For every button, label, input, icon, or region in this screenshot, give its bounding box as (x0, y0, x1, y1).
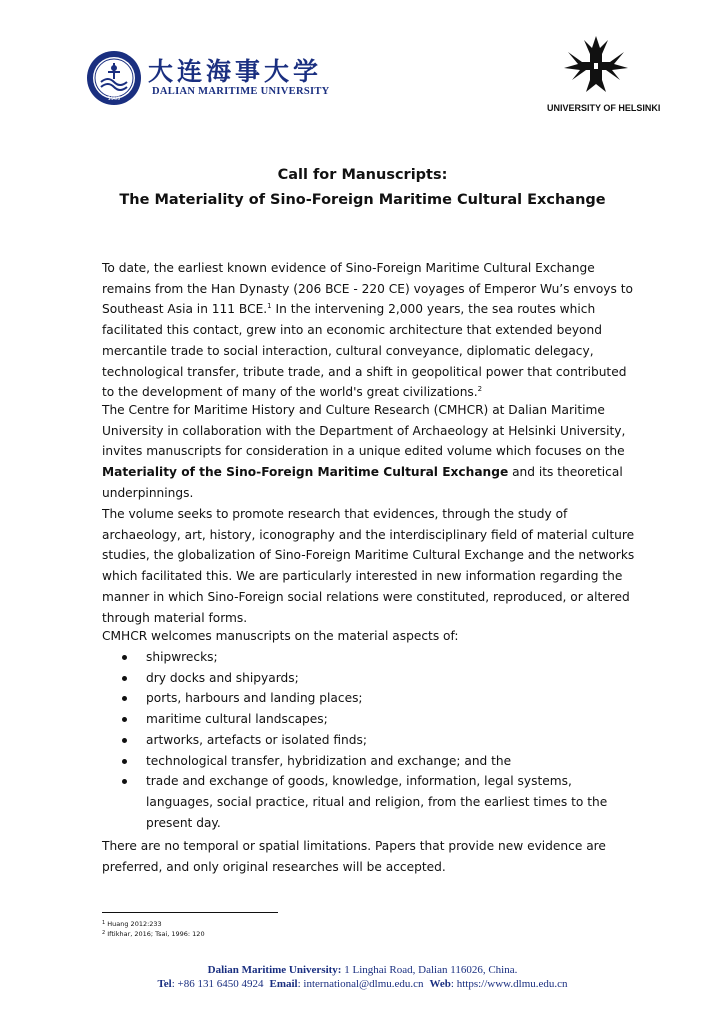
dalian-maritime-university-seal-logo (86, 50, 142, 106)
paragraph-text: To date, the earliest known evidence of Sino-Foreign Maritime Cultural Exchange remains from the Han Dynasty (206 BCE - 220 CE) voyages of Emperor Wu’s envoys to Southeast Asia in 111 BCE. (102, 261, 633, 317)
bullet-icon (122, 676, 127, 681)
seal-year: 1909 (107, 96, 121, 102)
footnote-divider (102, 912, 278, 913)
footer-address: 1 Linghai Road, Dalian 116026, China. (341, 964, 518, 976)
dalian-name-english: DALIAN MARITIME UNIVERSITY (152, 86, 330, 97)
dalian-name-chinese: 大连海事大学 (148, 57, 323, 86)
footnote-number: 2 (102, 930, 106, 936)
footer-address-line (0, 964, 725, 976)
paragraph-invitation (102, 400, 642, 504)
list-item (102, 771, 642, 833)
list-item-text: ports, harbours and landing places; (146, 691, 363, 706)
list-item-text: trade and exchange of goods, knowledge, information, legal systems, languages, social practice, ritual and religion, from the earliest times to the present day. (146, 774, 608, 830)
paragraph-limitations: There are no temporal or spatial limitations. Papers that provide new evidence are preferred, and only original researches will be accepted. (102, 839, 606, 874)
paragraph-volume-aims: The volume seeks to promote research that evidences, through the study of archaeology, art, history, iconography and the interdisciplinary field of material culture studies, the globalization of Sino-Foreign Maritime Cultural Exchange and the networks which facilitated this. We are particularly interested in new information regarding the manner in which Sino-Foreign social relations were constituted, reproduced, or altered through material forms. (102, 507, 635, 625)
footer-org-label: Dalian Maritime University: (207, 964, 342, 976)
bullet-icon (122, 696, 127, 701)
list-item (102, 709, 642, 730)
list-item-text: maritime cultural landscapes; (146, 712, 328, 727)
footnote-2 (102, 930, 205, 938)
list-item-text: dry docks and shipyards; (146, 670, 299, 685)
paragraph-topics-intro: CMHCR welcomes manuscripts on the material aspects of: (102, 629, 459, 643)
bullet-icon (122, 655, 127, 660)
footer-web-label: Web (429, 978, 451, 990)
footnote-number: 1 (102, 920, 106, 926)
list-item (102, 668, 642, 689)
helsinki-name: UNIVERSITY OF HELSINKI (547, 103, 661, 113)
footer-email[interactable]: : international@dlmu.edu.cn (297, 978, 424, 990)
volume-focus-bold: Materiality of the Sino-Foreign Maritime Cultural Exchange (102, 465, 509, 480)
paragraph-introduction (102, 258, 642, 403)
document-title: Call for Manuscripts: (277, 167, 448, 183)
list-item (102, 688, 642, 709)
topics-bullet-list (102, 647, 642, 833)
footnote-text: Iftikhar, 2016; Tsai, 1996: 120 (105, 930, 205, 938)
footnote-ref-2: 2 (477, 385, 483, 394)
footnote-1 (102, 920, 162, 928)
paragraph-text: and its theoretical underpinnings. (102, 465, 623, 500)
list-item-text: technological transfer, hybridization and exchange; and the (146, 753, 512, 768)
footer-contact-line (0, 978, 725, 990)
list-item-text: shipwrecks; (146, 650, 218, 664)
footer-web[interactable]: : https://www.dlmu.edu.cn (450, 978, 568, 990)
paragraph-text: In the intervening 2,000 years, the sea routes which facilitated this contact, grew into an economic architecture that extended beyond mercantile trade to social interaction, cultural conveyance, diplomatic delegacy, technological transfer, tribute trade, and a shift in geopolitical power that contributed to the development of many of the world's great civilizations. (102, 302, 627, 400)
list-item (102, 647, 642, 668)
list-item (102, 751, 642, 772)
footnote-text: Huang 2012:233 (105, 920, 162, 928)
bullet-icon (122, 717, 127, 722)
footnote-ref-1: 1 (267, 302, 272, 311)
bullet-icon (122, 779, 127, 784)
paragraph-text: The Centre for Maritime History and Culture Research (CMHCR) at Dalian Maritime University in collaboration with the Department of Archaeology at Helsinki University, invites manuscripts for consideration in a unique edited volume which focuses on the (102, 403, 626, 459)
list-item-text: artworks, artefacts or isolated finds; (146, 732, 367, 747)
bullet-icon (122, 738, 127, 743)
footer-tel: : +86 131 6450 4924 (171, 978, 264, 990)
footer-tel-label: Tel (157, 978, 172, 990)
footer-email-label: Email (269, 978, 298, 990)
document-subtitle: The Materiality of Sino-Foreign Maritime Cultural Exchange (119, 192, 606, 208)
university-of-helsinki-logo (560, 34, 632, 94)
bullet-icon (122, 759, 127, 764)
list-item (102, 730, 642, 751)
